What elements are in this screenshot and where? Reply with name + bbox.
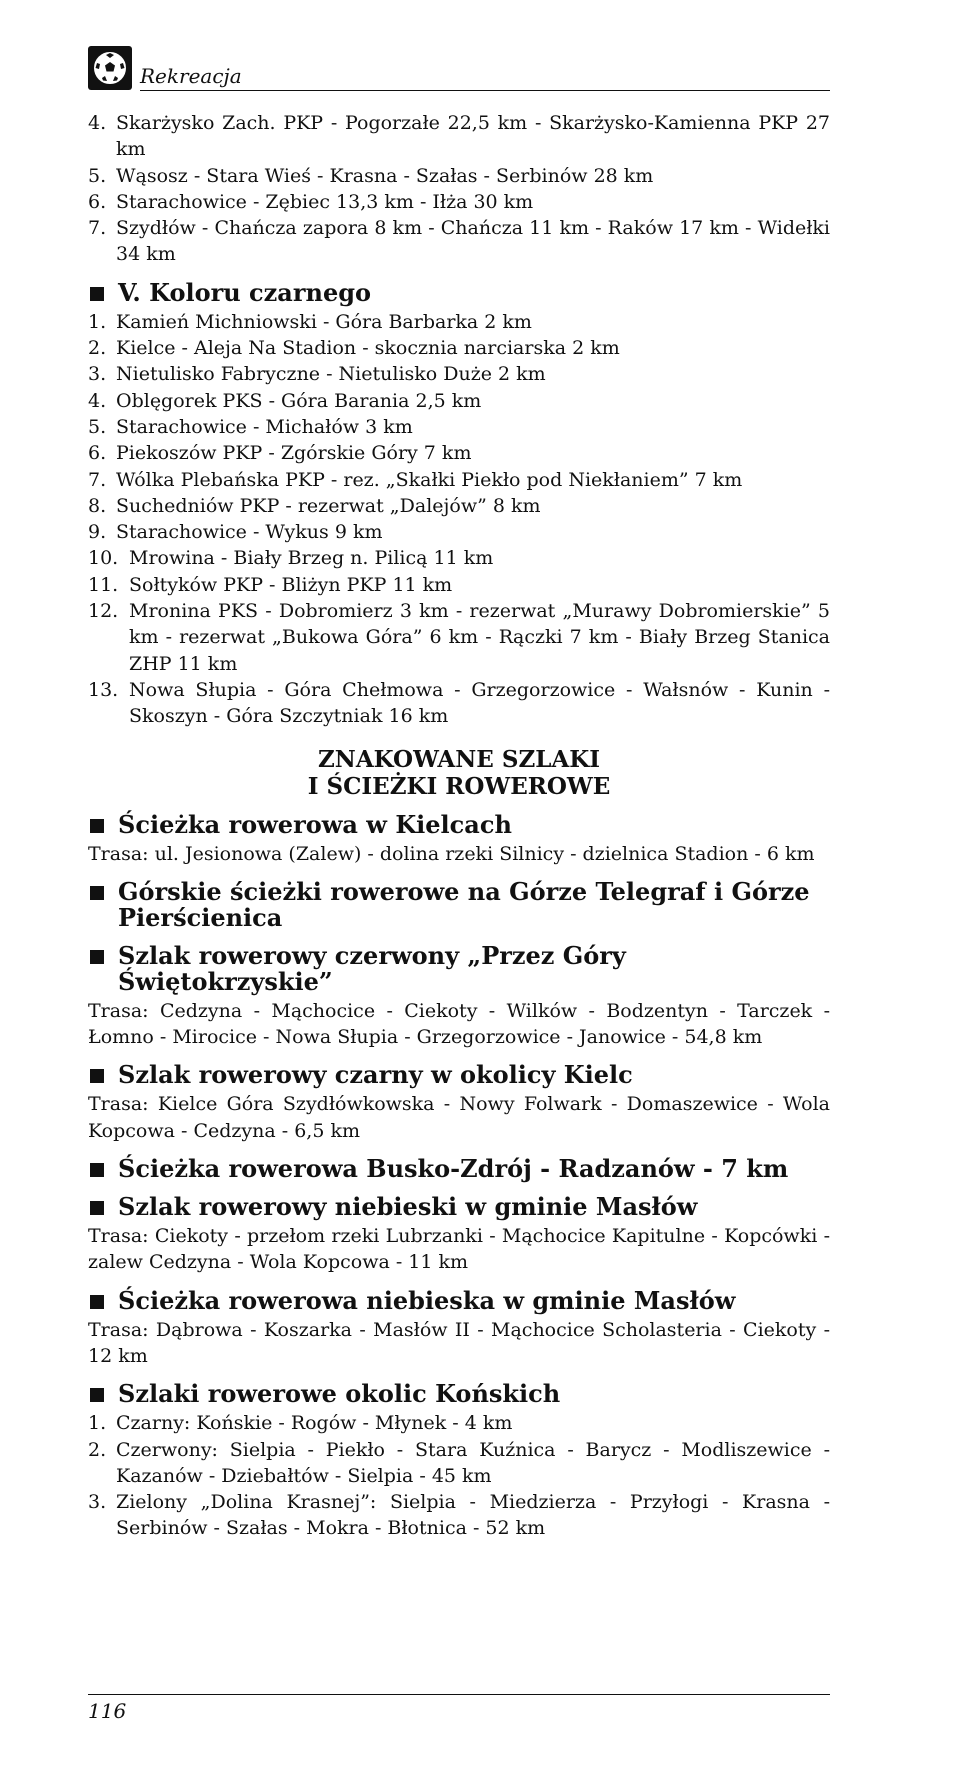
main-title: ZNAKOWANE SZLAKI I ŚCIEŻKI ROWEROWE bbox=[307, 745, 611, 800]
trail-route: Trasa: Ciekoty - przełom rzeki Lubrzanki - Mąchocice Kapitulne - Kopcówki - zalew Cedzyna - Wola Kopcowa - 11 km bbox=[88, 1225, 830, 1274]
square-bullet-icon bbox=[90, 1295, 104, 1309]
list-item: 13. Nowa Słupia - Góra Chełmowa - Grzegorzowice - Wałsnów - Kunin - Skoszyn - Góra Szczytniak 16 km bbox=[88, 678, 830, 728]
list-item: 5. Wąsosz - Stara Wieś - Krasna - Szałas - Serbinów 28 km bbox=[88, 164, 654, 187]
list-item: 3. Zielony „Dolina Krasnej”: Sielpia - Miedzierza - Przyłogi - Krasna - Serbinów - Szałas - Mokra - Błotnica - 52 km bbox=[88, 1491, 830, 1540]
square-bullet-icon bbox=[90, 886, 104, 900]
square-bullet-icon bbox=[90, 1388, 104, 1402]
list-item: 10. Mrowina - Biały Brzeg n. Pilicą 11 km bbox=[88, 547, 494, 570]
list-item: 6. Piekoszów PKP - Zgórskie Góry 7 km bbox=[88, 442, 472, 465]
trail-route: Trasa: Dąbrowa - Koszarka - Masłów II - Mąchocice Scholasteria - Ciekoty - 12 km bbox=[88, 1318, 830, 1367]
list-item: 1. Kamień Michniowski - Góra Barbarka 2 km bbox=[88, 310, 532, 333]
route-list-black bbox=[88, 309, 830, 730]
trail-heading: Ścieżka rowerowa w Kielcach bbox=[88, 812, 830, 838]
page-header bbox=[88, 44, 830, 92]
trail-heading: Ścieżka rowerowa niebieska w gminie Masłów bbox=[88, 1288, 830, 1314]
list-item: 4. Skarżysko Zach. PKP - Pogorzałe 22,5 km - Skarżysko-Kamienna PKP 27 km bbox=[88, 112, 830, 161]
footer-rule bbox=[88, 1694, 830, 1695]
list-item: 1. Czarny: Końskie - Rogów - Młynek - 4 km bbox=[88, 1412, 513, 1435]
list-item: 11. Sołtyków PKP - Bliżyn PKP 11 km bbox=[88, 573, 453, 596]
square-bullet-icon bbox=[90, 1069, 104, 1083]
page-number: 116 bbox=[88, 1699, 127, 1723]
square-bullet-icon bbox=[90, 819, 104, 833]
trail-route: Trasa: ul. Jesionowa (Zalew) - dolina rzeki Silnicy - dzielnica Stadion - 6 km bbox=[88, 842, 815, 865]
list-item: 7. Wólka Plebańska PKP - rez. „Skałki Piekło pod Niekłaniem” 7 km bbox=[88, 468, 743, 491]
list-item: 2. Kielce - Aleja Na Stadion - skocznia narciarska 2 km bbox=[88, 337, 620, 360]
trail-heading: Szlak rowerowy czarny w okolicy Kielc bbox=[88, 1062, 830, 1088]
route-list-top bbox=[88, 110, 830, 268]
trail-heading: Szlak rowerowy niebieski w gminie Masłów bbox=[88, 1194, 830, 1220]
list-item: 5. Starachowice - Michałów 3 km bbox=[88, 415, 413, 438]
header-title: Rekreacja bbox=[140, 64, 242, 88]
list-item: 9. Starachowice - Wykus 9 km bbox=[88, 521, 383, 544]
list-item: 12. Mronina PKS - Dobromierz 3 km - rezerwat „Murawy Dobromierskie” 5 km - rezerwat „Bukowa Góra” 6 km - Rączki 7 km - Biały Brzeg Stanica ZHP 11 km bbox=[88, 600, 830, 675]
trail-heading: Ścieżka rowerowa Busko-Zdrój - Radzanów - 7 km bbox=[88, 1156, 830, 1182]
trail-route: Trasa: Kielce Góra Szydłówkowska - Nowy Folwark - Domaszewice - Wola Kopcowa - Cedzyna - 6,5 km bbox=[88, 1093, 830, 1142]
list-item: 6. Starachowice - Zębiec 13,3 km - Iłża 30 km bbox=[88, 190, 534, 213]
list-item: 4. Oblęgorek PKS - Góra Barania 2,5 km bbox=[88, 389, 482, 412]
list-item: 8. Suchedniów PKP - rezerwat „Dalejów” 8 km bbox=[88, 494, 541, 517]
square-bullet-icon bbox=[90, 287, 104, 301]
page-content bbox=[88, 110, 830, 1542]
list-item: 2. Czerwony: Sielpia - Piekło - Stara Kuźnica - Barycz - Modliszewice - Kazanów - Dziebałtów - Sielpia - 45 km bbox=[88, 1438, 830, 1487]
square-bullet-icon bbox=[90, 950, 104, 964]
trail-heading: Górskie ścieżki rowerowe na Górze Telegraf i Górze Pierścienica bbox=[88, 879, 830, 931]
section-heading-black: V. Koloru czarnego bbox=[88, 280, 830, 306]
football-icon bbox=[88, 46, 132, 90]
header-rule bbox=[140, 90, 830, 91]
list-item: 3. Nietulisko Fabryczne - Nietulisko Duże 2 km bbox=[88, 363, 546, 386]
trail-heading-konskie: Szlaki rowerowe okolic Końskich bbox=[88, 1381, 830, 1407]
trail-route: Trasa: Cedzyna - Mąchocice - Ciekoty - Wilków - Bodzentyn - Tarczek - Łomno - Mirocice - Nowa Słupia - Grzegorzowice - Janowice - 54,8 km bbox=[88, 999, 830, 1049]
list-item: 7. Szydłów - Chańcza zapora 8 km - Chańcza 11 km - Raków 17 km - Widełki 34 km bbox=[88, 217, 830, 266]
square-bullet-icon bbox=[90, 1201, 104, 1215]
route-list-konskie bbox=[88, 1410, 830, 1541]
square-bullet-icon bbox=[90, 1163, 104, 1177]
trail-heading: Szlak rowerowy czerwony „Przez Góry Świętokrzyskie” bbox=[88, 943, 830, 995]
